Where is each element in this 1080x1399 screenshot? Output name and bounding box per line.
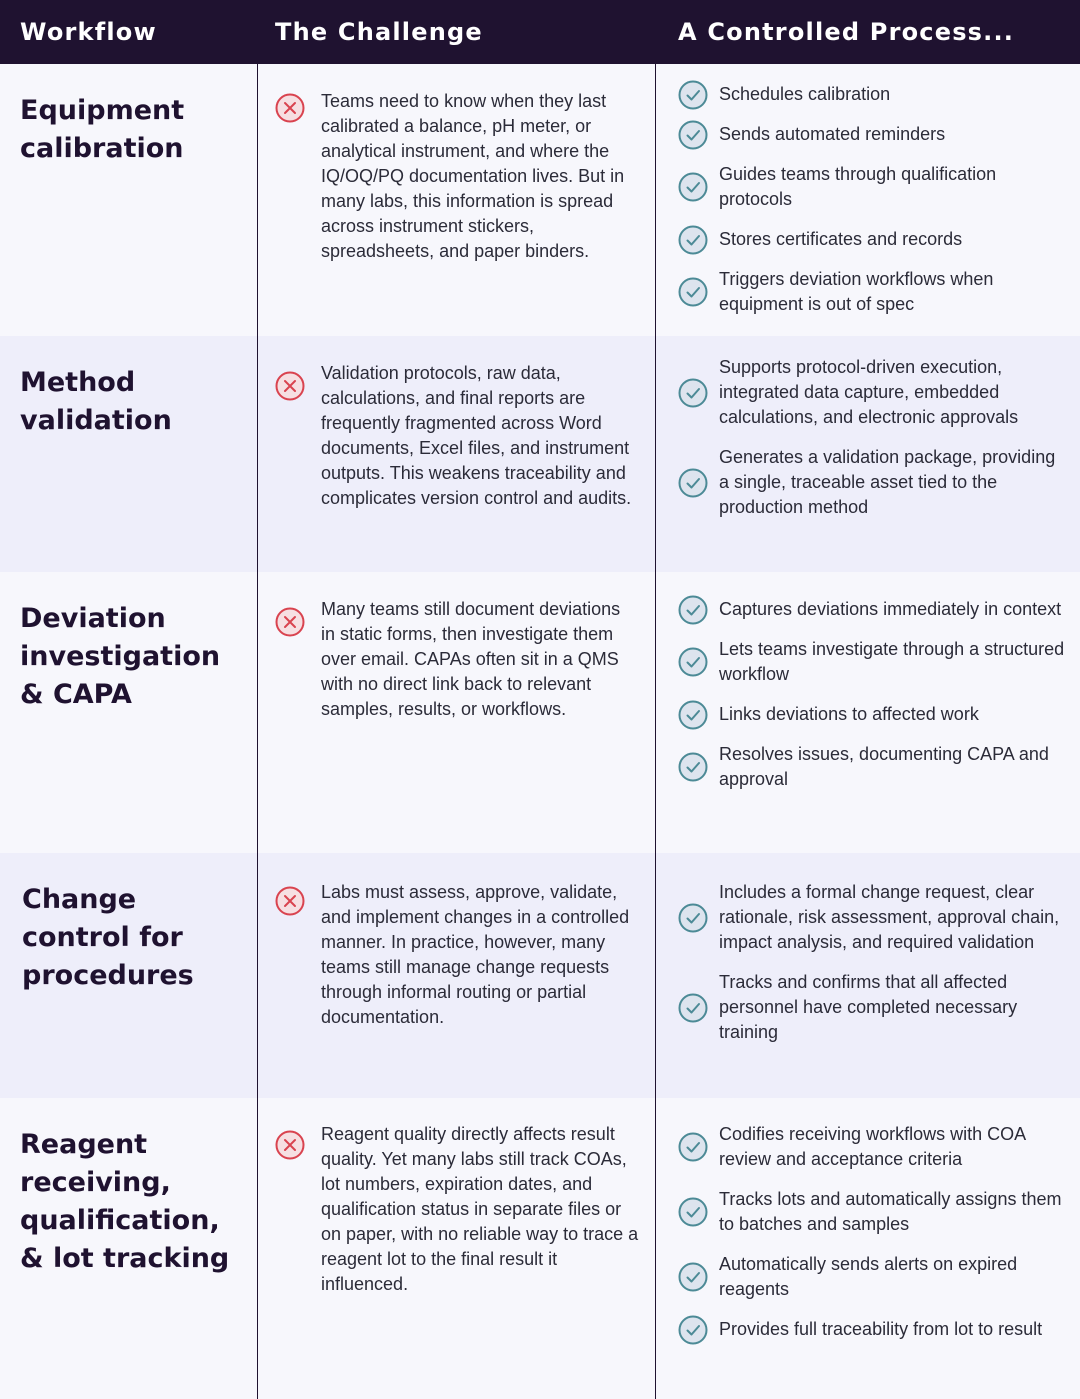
solution-text: Automatically sends alerts on expired reagents xyxy=(719,1254,1018,1299)
header-workflow: Workflow xyxy=(20,18,157,46)
solution-item xyxy=(678,1317,1068,1342)
table-header xyxy=(0,0,1080,64)
solution-text: Resolves issues, documenting CAPA and approval xyxy=(719,744,1049,789)
table-row xyxy=(0,64,1080,336)
check-circle-icon xyxy=(678,700,708,730)
challenge-text: Labs must assess, approve, validate, and implement changes in a controlled manner. In practice, however, many teams still manage change requests through informal routing or partial documentation. xyxy=(321,882,630,1027)
x-circle-icon xyxy=(275,886,305,916)
solution-item xyxy=(678,742,1068,792)
solution-text: Includes a formal change request, clear rationale, risk assessment, approval chain, impact analysis, and required validation xyxy=(719,882,1060,952)
check-circle-icon xyxy=(678,378,708,408)
solution-item xyxy=(678,1122,1068,1172)
solution-text: Links deviations to affected work xyxy=(719,704,979,724)
workflow-name: Change control for procedures xyxy=(22,884,194,991)
check-circle-icon xyxy=(678,752,708,782)
workflow-name: Reagent receiving, qualification, & lot tracking xyxy=(20,1129,230,1274)
solution-text: Tracks and confirms that all affected personnel have completed necessary training xyxy=(719,972,1018,1042)
challenge-text: Teams need to know when they last calibrated a balance, pH meter, or analytical instrument, and where the IQ/OQ/PQ documentation lives. But in many labs, this information is spread across instrument stickers, spreadsheets, and paper binders. xyxy=(321,91,625,261)
solution-item xyxy=(678,122,1068,147)
challenge-text: Many teams still document deviations in static forms, then investigate them over email. CAPAs often sit in a QMS with no direct link back to relevant samples, results, or workflows. xyxy=(321,599,621,719)
check-circle-icon xyxy=(678,80,708,110)
solution-item xyxy=(678,267,1068,317)
challenge-text: Validation protocols, raw data, calculations, and final reports are frequently fragmented across Word documents, Excel files, and instrument outputs. This weakens traceability and complicates version control and audits. xyxy=(321,363,632,508)
check-circle-icon xyxy=(678,903,708,933)
check-circle-icon xyxy=(678,277,708,307)
solution-text: Schedules calibration xyxy=(719,84,891,104)
table-row xyxy=(0,572,1080,853)
solution-item xyxy=(678,355,1068,430)
solution-item xyxy=(678,880,1068,955)
solution-text: Stores certificates and records xyxy=(719,229,963,249)
header-challenge: The Challenge xyxy=(275,18,483,46)
solution-text: Supports protocol-driven execution, integrated data capture, embedded calculations, and electronic approvals xyxy=(719,357,1019,427)
solution-item xyxy=(678,1252,1068,1302)
solution-item xyxy=(678,227,1068,252)
x-circle-icon xyxy=(275,93,305,123)
table-row xyxy=(0,336,1080,572)
solution-list xyxy=(678,355,1068,535)
solution-item xyxy=(678,637,1068,687)
solution-text: Provides full traceability from lot to result xyxy=(719,1319,1043,1339)
solution-list xyxy=(678,1122,1068,1357)
solution-item xyxy=(678,82,1068,107)
solution-text: Tracks lots and automatically assigns them to batches and samples xyxy=(719,1189,1062,1234)
challenge-text: Reagent quality directly affects result quality. Yet many labs still track COAs, lot numbers, expiration dates, and qualification status in separate files or on paper, with no reliable way to trace a reagent lot to the final result it influenced. xyxy=(321,1124,639,1294)
solution-item xyxy=(678,1187,1068,1237)
table-row xyxy=(0,1098,1080,1399)
check-circle-icon xyxy=(678,468,708,498)
check-circle-icon xyxy=(678,120,708,150)
header-controlled-process: A Controlled Process... xyxy=(678,18,1015,46)
x-circle-icon xyxy=(275,1130,305,1160)
check-circle-icon xyxy=(678,1132,708,1162)
workflow-name: Deviation investigation & CAPA xyxy=(20,603,221,710)
column-divider xyxy=(655,0,656,1399)
solution-item xyxy=(678,162,1068,212)
check-circle-icon xyxy=(678,1197,708,1227)
solution-text: Lets teams investigate through a structured workflow xyxy=(719,639,1065,684)
x-circle-icon xyxy=(275,607,305,637)
solution-item xyxy=(678,970,1068,1045)
solution-item xyxy=(678,445,1068,520)
solution-item xyxy=(678,597,1068,622)
solution-text: Generates a validation package, providing a single, traceable asset tied to the production method xyxy=(719,447,1056,517)
solution-text: Sends automated reminders xyxy=(719,124,946,144)
check-circle-icon xyxy=(678,647,708,677)
solution-text: Captures deviations immediately in context xyxy=(719,599,1062,619)
solution-text: Triggers deviation workflows when equipment is out of spec xyxy=(719,269,994,314)
solution-list xyxy=(678,597,1068,807)
workflow-name: Method validation xyxy=(20,367,172,436)
solution-item xyxy=(678,702,1068,727)
x-circle-icon xyxy=(275,371,305,401)
check-circle-icon xyxy=(678,595,708,625)
check-circle-icon xyxy=(678,1315,708,1345)
table-row xyxy=(0,853,1080,1098)
column-divider xyxy=(257,0,258,1399)
solution-text: Guides teams through qualification protocols xyxy=(719,164,997,209)
check-circle-icon xyxy=(678,993,708,1023)
workflow-name: Equipment calibration xyxy=(20,95,185,164)
solution-list xyxy=(678,82,1068,332)
solution-list xyxy=(678,880,1068,1060)
solution-text: Codifies receiving workflows with COA review and acceptance criteria xyxy=(719,1124,1026,1169)
check-circle-icon xyxy=(678,225,708,255)
check-circle-icon xyxy=(678,1262,708,1292)
check-circle-icon xyxy=(678,172,708,202)
